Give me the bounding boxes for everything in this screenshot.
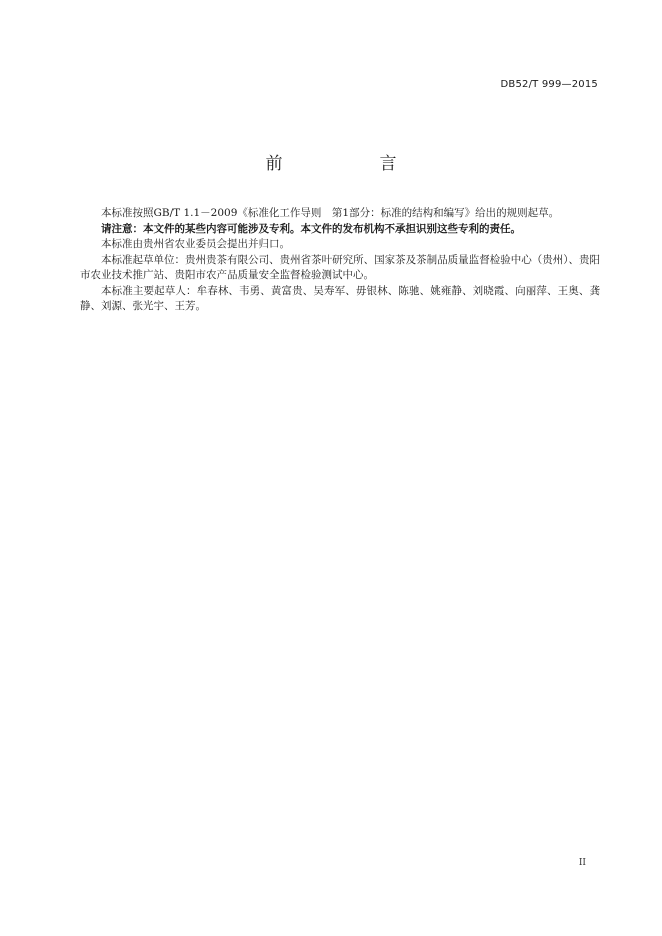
preface-body [80, 206, 600, 315]
paragraph-proposer: 本标准由贵州省农业委员会提出并归口。 [101, 238, 290, 250]
paragraph-drafters: 本标准主要起草人：牟春林、韦勇、黄富贵、吴寿军、毋银林、陈驰、姚雍静、刘晓霞、向丽萍、王奥、龚静、刘源、张光宇、王芳。 [80, 284, 600, 312]
page-title: 前 言 [265, 154, 437, 174]
page-number: II [578, 858, 586, 868]
paragraph-drafting-rules: 本标准按照GB/T 1.1－2009《标准化工作导则 第1部分：标准的结构和编写》给出的规则起草。 [101, 207, 560, 219]
paragraph-patent-notice: 请注意：本文件的某些内容可能涉及专利。本文件的发布机构不承担识别这些专利的责任。 [101, 222, 521, 235]
paragraph-drafting-units: 本标准起草单位：贵州贵茶有限公司、贵州省茶叶研究所、国家茶及茶制品质量监督检验中心（贵州）、贵阳市农业技术推广站、贵阳市农产品质量安全监督检验测试中心。 [80, 253, 600, 281]
standard-code: DB52/T 999—2015 [500, 79, 598, 90]
